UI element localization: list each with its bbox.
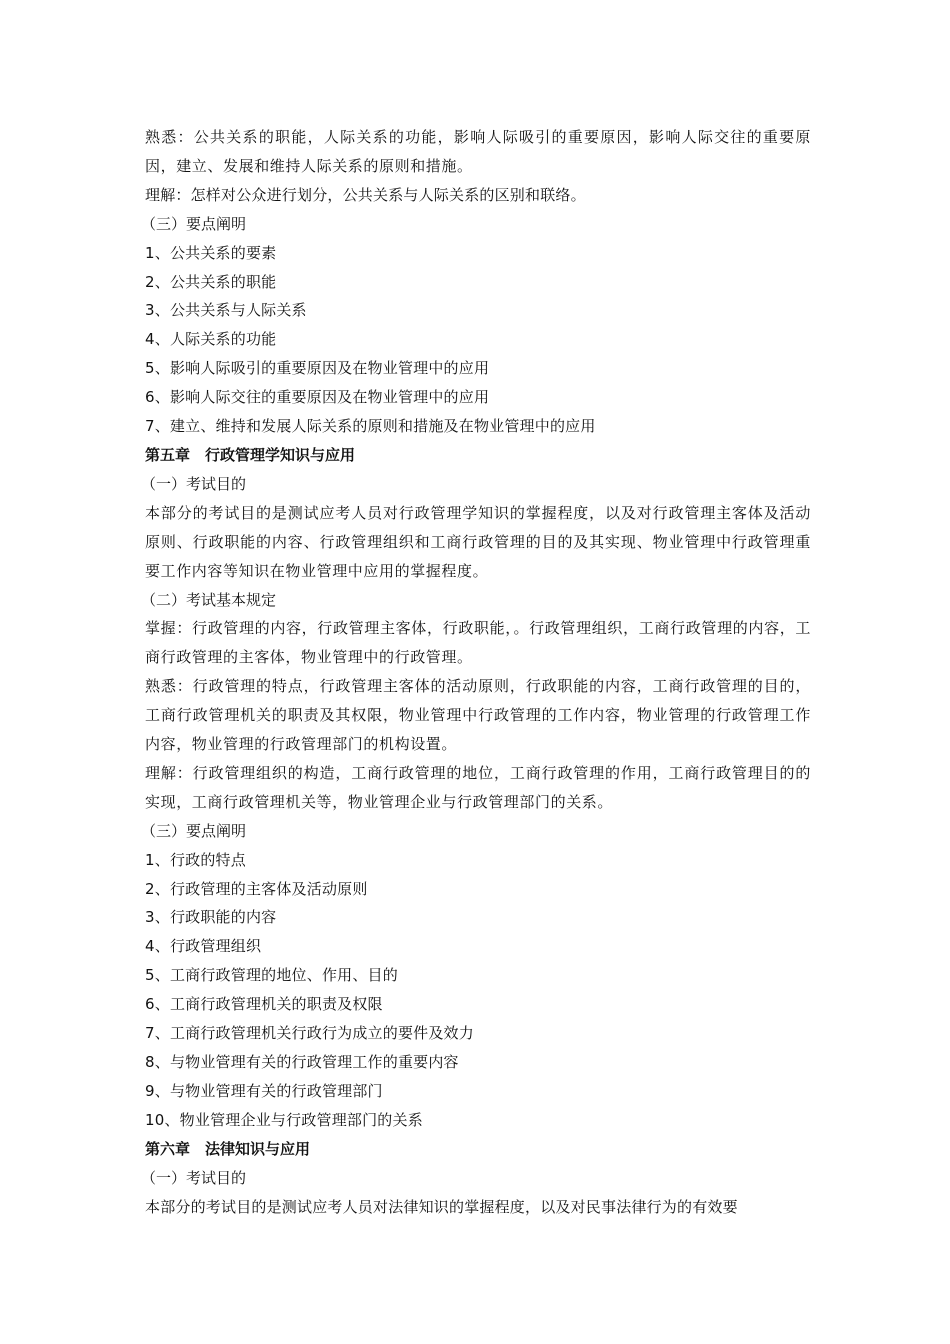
points-heading: （三）要点阐明	[141, 821, 247, 840]
document-page	[141, 123, 811, 1221]
familiar-paragraph: 熟悉：行政管理的特点，行政管理主客体的活动原则，行政职能的内容，工商行政管理的目的，工商行政管理机关的职责及其权限，物业管理中行政管理的工作内容，物业管理的行政管理工作内容，物业管理的行政管理部门的机构设置。	[145, 677, 811, 754]
chapter-5-title: 第五章 行政管理学知识与应用	[145, 445, 356, 464]
purpose-paragraph: 本部分的考试目的是测试应考人员对行政管理学知识的掌握程度，以及对行政管理主客体及活动原则、行政职能的内容、行政管理组织和工商行政管理的目的及其实现、物业管理中行政管理重要工作内容等知识在物业管理中应用的掌握程度。	[145, 503, 811, 580]
points-heading: （三）要点阐明	[141, 214, 247, 233]
list-item: 7、建立、维持和发展人际关系的原则和措施及在物业管理中的应用	[145, 417, 596, 436]
purpose-heading: （一）考试目的	[141, 474, 247, 493]
list-item: 3、公共关系与人际关系	[145, 301, 307, 320]
list-item: 6、影响人际交往的重要原因及在物业管理中的应用	[145, 388, 490, 407]
list-item: 5、影响人际吸引的重要原因及在物业管理中的应用	[145, 359, 490, 378]
master-paragraph: 掌握：行政管理的内容，行政管理主客体，行政职能，。行政管理组织，工商行政管理的内容，工商行政管理的主客体，物业管理中的行政管理。	[145, 619, 811, 667]
understand-paragraph: 理解：行政管理组织的构造，工商行政管理的地位，工商行政管理的作用，工商行政管理目的的实现，工商行政管理机关等，物业管理企业与行政管理部门的关系。	[145, 763, 811, 811]
list-item: 2、公共关系的职能	[145, 272, 277, 291]
list-item: 8、与物业管理有关的行政管理工作的重要内容	[145, 1053, 459, 1071]
understand-paragraph: 理解：怎样对公众进行划分，公共关系与人际关系的区别和联络。	[145, 185, 586, 204]
list-item: 5、工商行政管理的地位、作用、目的	[145, 966, 398, 985]
chapter-6-title: 第六章 法律知识与应用	[145, 1139, 311, 1158]
rules-heading: （二）考试基本规定	[141, 590, 277, 609]
list-item: 4、人际关系的功能	[145, 330, 277, 349]
list-item: 1、行政的特点	[145, 850, 246, 869]
purpose-paragraph: 本部分的考试目的是测试应考人员对法律知识的掌握程度，以及对民事法律行为的有效要	[145, 1197, 738, 1216]
list-item: 9、与物业管理有关的行政管理部门	[145, 1081, 383, 1100]
list-item: 1、公共关系的要素	[145, 243, 277, 262]
list-item: 3、行政职能的内容	[145, 908, 277, 927]
list-item: 6、工商行政管理机关的职责及权限	[145, 995, 383, 1014]
list-item: 10、物业管理企业与行政管理部门的关系	[145, 1110, 423, 1129]
list-item: 7、工商行政管理机关行政行为成立的要件及效力	[145, 1024, 474, 1043]
list-item: 2、行政管理的主客体及活动原则	[145, 879, 368, 898]
purpose-heading: （一）考试目的	[141, 1168, 247, 1187]
list-item: 4、行政管理组织	[145, 937, 262, 956]
familiar-paragraph: 熟悉：公共关系的职能，人际关系的功能，影响人际吸引的重要原因，影响人际交往的重要原因，建立、发展和维持人际关系的原则和措施。	[145, 128, 811, 175]
